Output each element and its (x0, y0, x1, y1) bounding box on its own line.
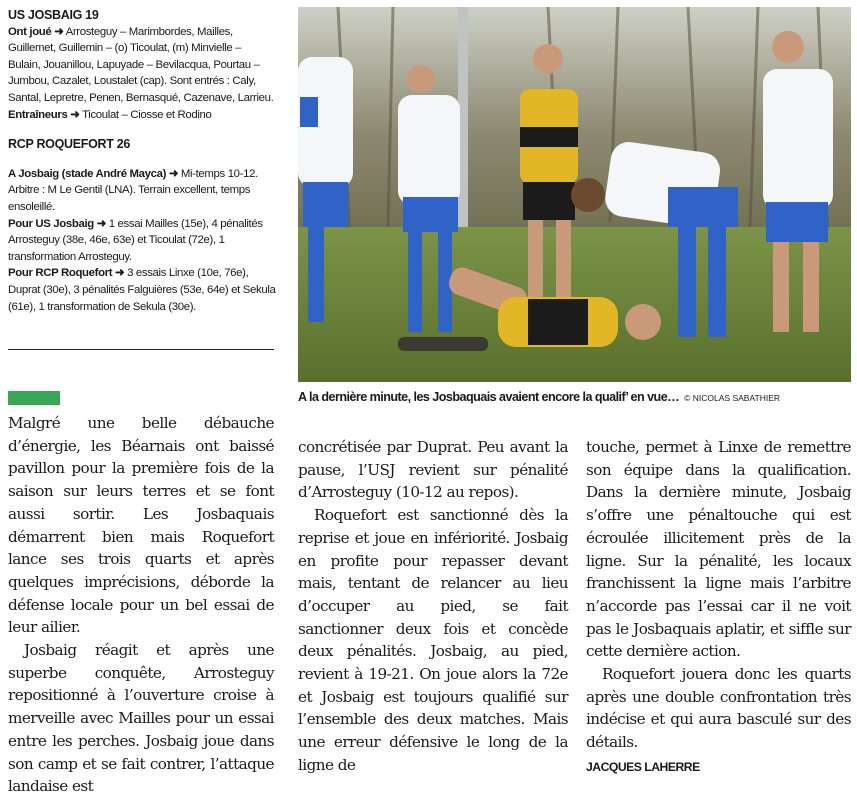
rcp-label: Pour RCP Roquefort ➜ (8, 267, 125, 280)
team2-title: RCP ROQUEFORT 26 (8, 137, 131, 152)
rugby-scene-illustration (298, 7, 851, 382)
usj-label: Pour US Josbaig ➜ (8, 217, 106, 230)
article-column-2 (298, 436, 568, 777)
venue-label: A Josbaig (stade André Mayca) ➜ (8, 167, 179, 180)
rugby-photo (298, 7, 851, 382)
team1-title: US JOSBAIG 19 (8, 8, 99, 22)
caption-text: A la dernière minute, les Josbaquais avaient encore la qualif’ en vue… (298, 390, 680, 404)
paragraph: Roquefort jouera donc les quarts après une double confrontation très indécise et qui aura basculé sur des détails. (586, 665, 851, 752)
rcp-text: 3 essais Linxe (10e, 76e), Duprat (30e), 3 pénalités Falguières (53e, 64e) et Sekula (61e), 1 transformation de Sekula (30e). (8, 267, 276, 313)
article-column-1 (8, 412, 274, 798)
coaches-label: Entraîneurs ➜ (8, 108, 80, 121)
paragraph: Josbaig réagit et après une superbe conquête, Arrosteguy repositionné à l’ouverture croise à merveille avec Mailles pour un essai entre les perches. Josbaig joue dans son camp et se fait contrer, l’attaque landaise est (8, 641, 274, 796)
played-text: Arrosteguy – Marimbordes, Mailles, Guillemet, Guillemin – (o) Ticoulat, (m) Minvielle – Bulain, Jouanillou, Lapuyade – Bevilacqua, Pourtau – Jumbou, Cazalet, Loustalet (cap). Sont entrés : Caly, Santal, Lepretre, Penen, Bernasqué, Cazenave, Larrieu. (8, 25, 274, 104)
team1-coaches (8, 107, 276, 124)
photo-caption (298, 390, 851, 404)
section-color-tag (8, 391, 60, 405)
sidebar-divider (8, 349, 274, 350)
article-column-3 (586, 436, 851, 779)
paragraph: Roquefort est sanctionné dès la reprise et joue en infériorité. Josbaig en profite pour repasser devant mais, tentant de relancer au lieu d’occuper au pied, se fait sanctionner deux fois et concède deux pénalités. Josbaig, au pied, revient à 19-21. On joue alors la 72e et Josbaig est toujours qualifié sur l’ensemble des deux matches. Mais une erreur défensive le long de la ligne de (298, 506, 568, 774)
photo-credit: © NICOLAS SABATHIER (684, 393, 781, 403)
team1-lineup (8, 24, 276, 107)
coaches-text: Ticoulat – Ciosse et Rodino (79, 108, 212, 121)
rcp-scorers (8, 265, 276, 315)
match-venue (8, 166, 276, 216)
played-label: Ont joué ➜ (8, 25, 64, 38)
author-byline: JACQUES LAHERRE (586, 759, 700, 774)
paragraph: Malgré une belle débauche d’énergie, les Béarnais ont baissé pavillon pour la première fois de la saison sur leurs terres et se font aussi sortir. Les Josbaquais démarrent bien mais Roquefort lance ses trois quarts et après quelques imprécisions, déborde la défense locale pour un bel essai de leur ailier. (8, 414, 274, 637)
paragraph: concrétisée par Duprat. Peu avant la pause, l’USJ revient sur pénalité d’Arrosteguy (10-12 au repos). (298, 438, 568, 502)
usj-text: 1 essai Mailles (15e), 4 pénalités Arrosteguy (38e, 46e, 63e) et Ticoulat (72e), 1 transformation Arrosteguy. (8, 217, 263, 263)
usj-scorers (8, 216, 276, 266)
match-info-sidebar (8, 7, 276, 315)
venue-text: Mi-temps 10-12. Arbitre : M Le Gentil (LNA). Terrain excellent, temps ensoleillé. (8, 167, 258, 213)
paragraph: touche, permet à Linxe de remettre son équipe dans la qualification. Dans la dernière minute, Josbaig s’offre une pénaltouche qui est écroulée illicitement près de la ligne. Sur la pénalité, les locaux franchissent la ligne mais l’arbitre n’accorde pas l’essai car il ne voit pas le Josbaquais aplatir, et siffle sur cette dernière action. (586, 438, 851, 661)
